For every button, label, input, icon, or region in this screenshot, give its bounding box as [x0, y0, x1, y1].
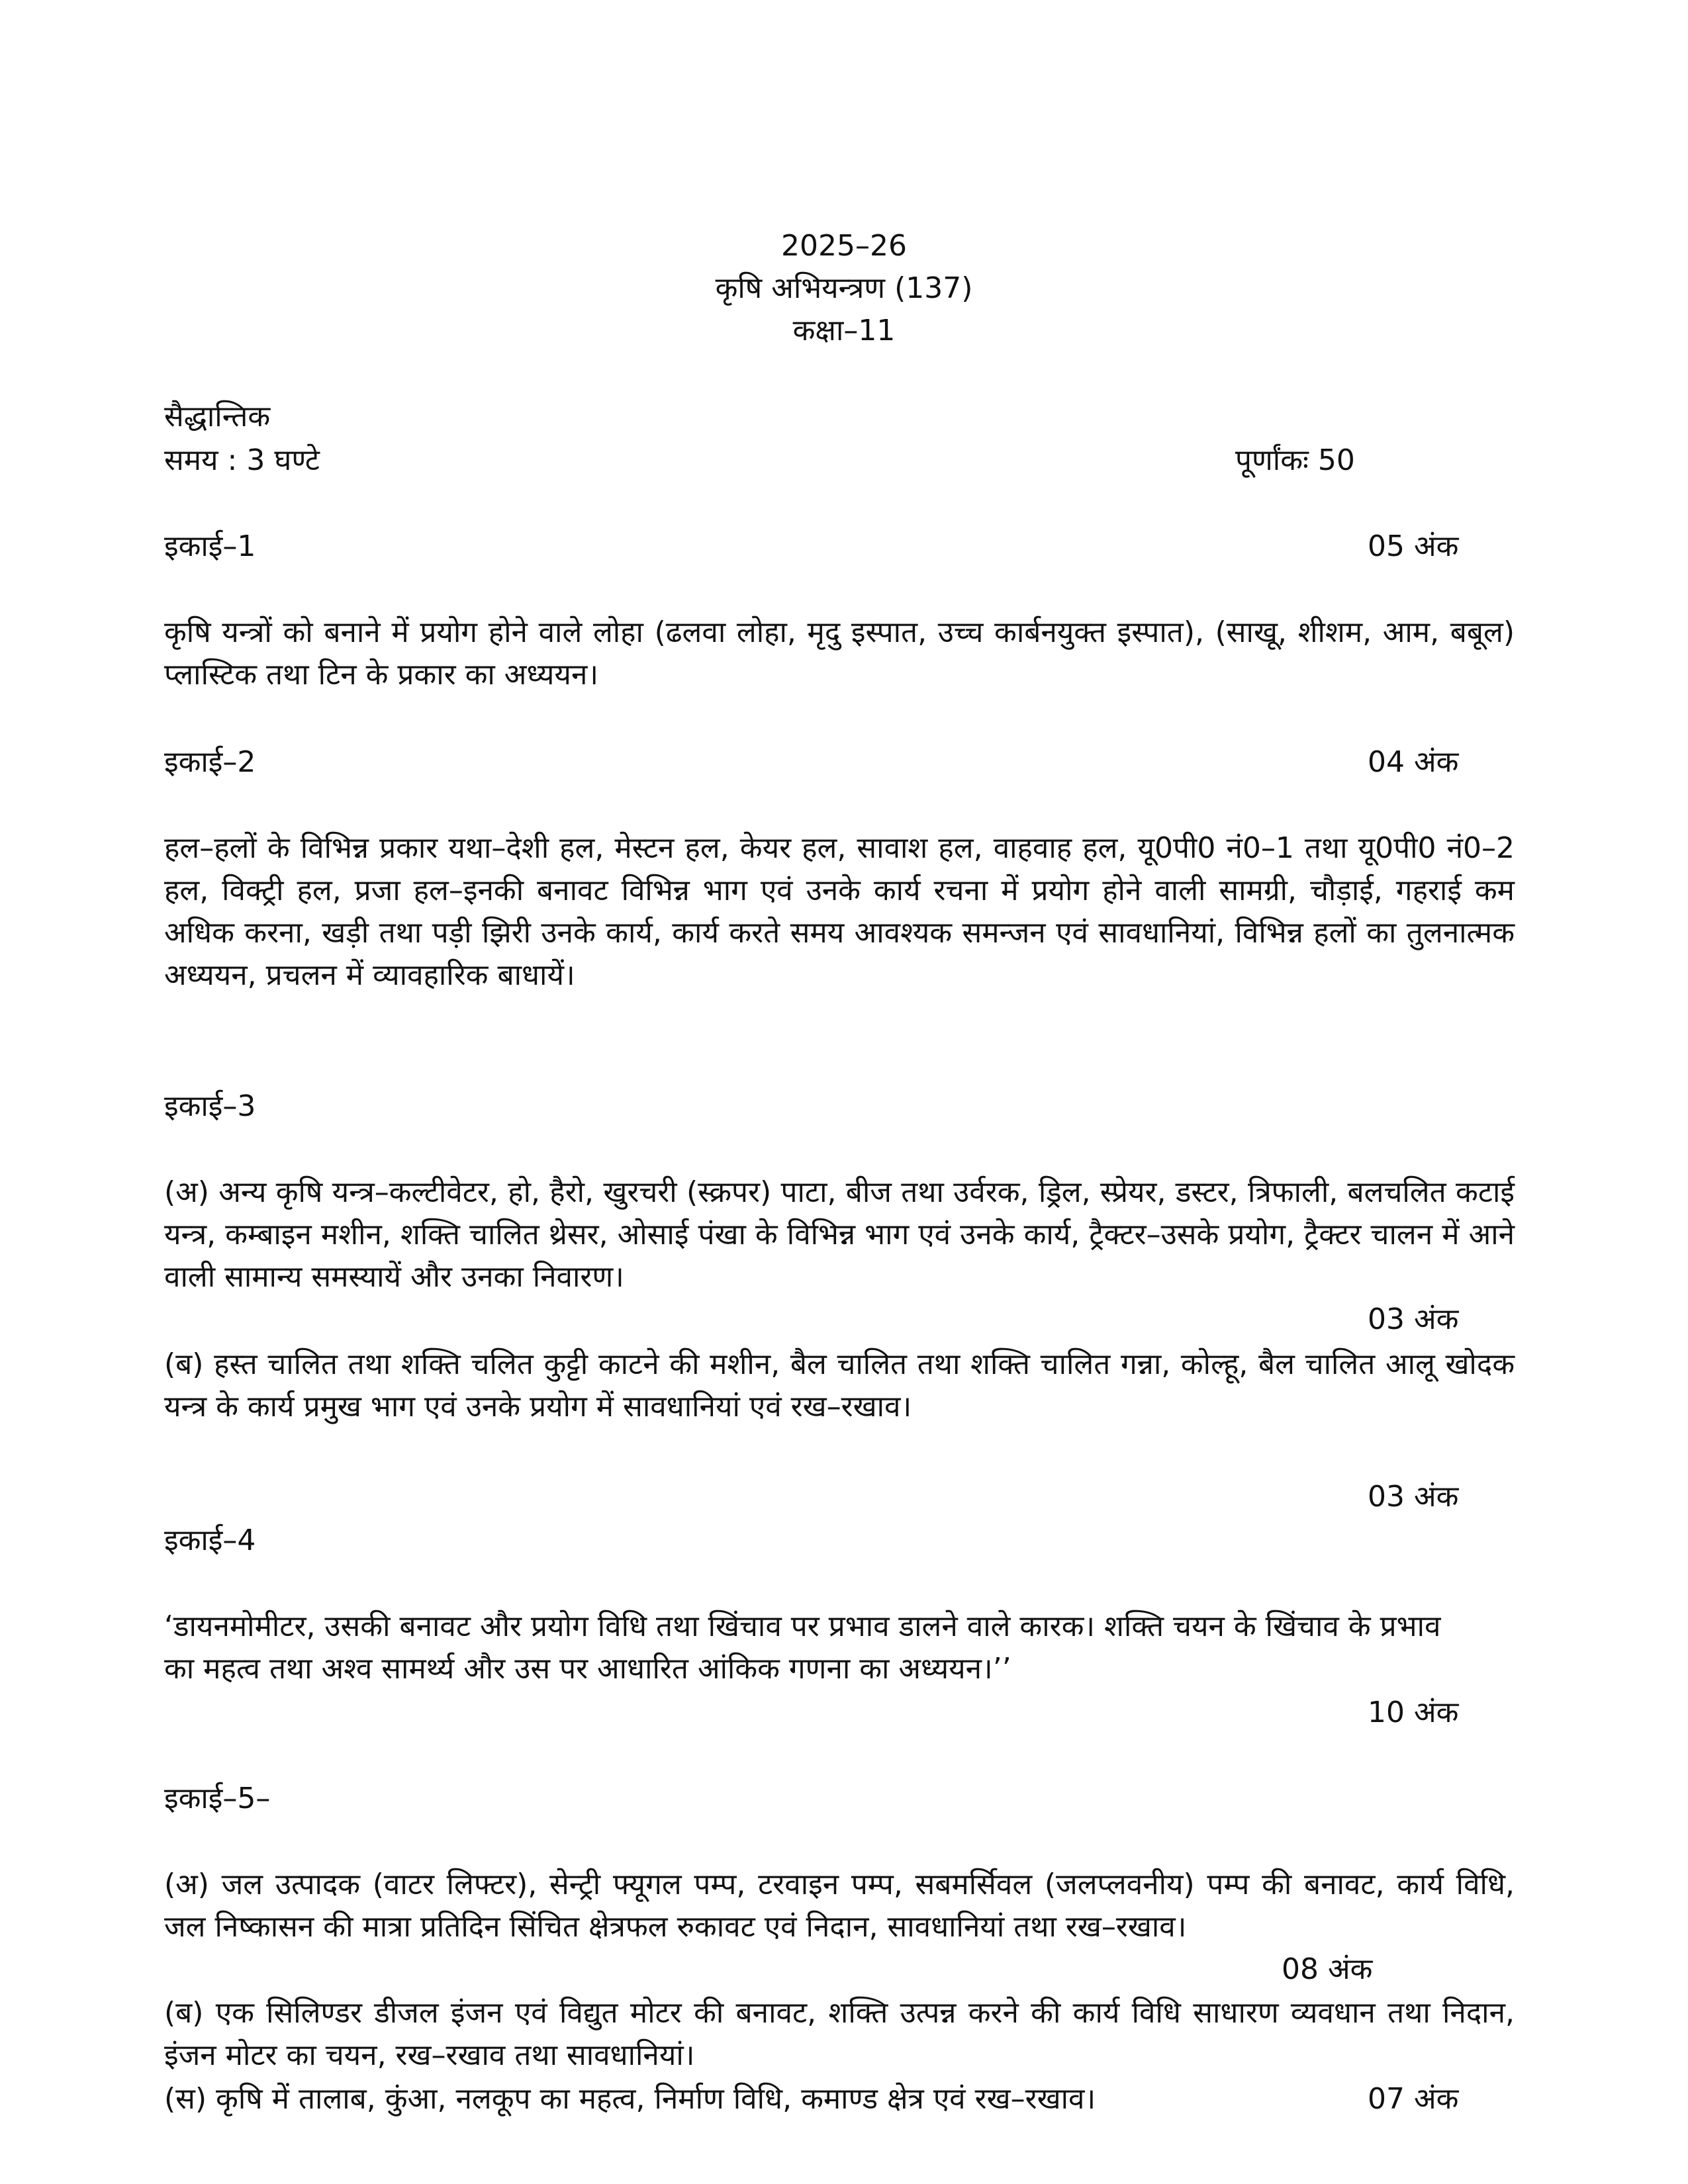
- unit-2-marks: 04 अंक: [1368, 745, 1459, 779]
- unit-5-title: इकाई–5–: [164, 1782, 271, 1815]
- subject-title: कृषि अभियन्त्रण (137): [715, 271, 973, 305]
- unit-3-a-marks: 03 अंक: [1368, 1302, 1459, 1336]
- unit-5-b-text: (ब) एक सिलिण्डर डीजल इंजन एवं विद्युत मोटर की बनावट, शक्ति उत्पन्न करने की कार्य विधि साधारण व्यवधान तथा निदान, इंजन मोटर का चयन, रख–रखाव तथा सावधानियां।: [164, 1996, 1515, 2072]
- unit-5-c-marks: 07 अंक: [1368, 2082, 1459, 2116]
- unit-1-text: कृषि यन्त्रों को बनाने में प्रयोग होने वाले लोहा (ढलवा लोहा, मृदु इस्पात, उच्च कार्बनयुक्त इस्पात), (साखू, शीशम, आम, बबूल) प्लास्टिक तथा टिन के प्रकार का अध्ययन।: [164, 615, 1515, 692]
- unit-5-a-marks: 08 अंक: [1282, 1952, 1373, 1986]
- class-label: कक्षा–11: [792, 314, 896, 347]
- unit-1-title: इकाई–1: [164, 529, 256, 563]
- unit-2-text: हल–हलों के विभिन्न प्रकार यथा–देशी हल, मेस्टन हल, केयर हल, सावाश हल, वाहवाह हल, यू0पी0 नं0–1 तथा यू0पी0 नं0–2 हल, विक्ट्री हल, प्रजा हल–इनकी बनावट विभिन्न भाग एवं उनके कार्य रचना में प्रयोग होने वाली सामग्री, चौड़ाई, गहराई कम अधिक करना, खड़ी तथा पड़ी झिरी उनके कार्य, कार्य करते समय आवश्यक समन्जन एवं सावधानियां, विभिन्न हलों का तुलनात्मक अध्ययन, प्रचलन में व्यावहारिक बाधायें।: [164, 831, 1515, 992]
- paper-type: सैद्धान्तिक: [164, 400, 271, 433]
- unit-3-title: इकाई–3: [164, 1089, 256, 1123]
- unit-4-title: इकाई–4: [164, 1524, 256, 1557]
- unit-4-marks: 10 अंक: [1368, 1696, 1459, 1729]
- unit-5-a-text: (अ) जल उत्पादक (वाटर लिफ्टर), सेन्ट्री फ्यूगल पम्प, टरवाइन पम्प, सबमर्सिवल (जलप्लवनीय) पम्प की बनावट, कार्य विधि, जल निष्कासन की मात्रा प्रतिदिन सिंचित क्षेत्रफल रुकावट एवं निदान, सावधानियां तथा रख–रखाव।: [164, 1868, 1515, 1944]
- unit-3-a-text: (अ) अन्य कृषि यन्त्र–कल्टीवेटर, हो, हैरो, खुरचरी (स्क्रपर) पाटा, बीज तथा उर्वरक, ड्रिल, स्प्रेयर, डस्टर, त्रिफाली, बलचलित कटाई यन्त्र, कम्बाइन मशीन, शक्ति चालित थ्रेसर, ओसाई पंखा के विभिन्न भाग एवं उनके कार्य, ट्रैक्टर–उसके प्रयोग, ट्रैक्टर चालन में आने वाली सामान्य समस्यायें और उनका निवारण।: [164, 1175, 1515, 1294]
- unit-3-b-marks: 03 अंक: [1368, 1480, 1459, 1514]
- unit-5-c-text: (स) कृषि में तालाब, कुंआ, नलकूप का महत्व, निर्माण विधि, कमाण्ड क्षेत्र एवं रख–रखाव।: [164, 2082, 1096, 2116]
- year: 2025–26: [781, 229, 907, 263]
- unit-1-marks: 05 अंक: [1368, 529, 1459, 563]
- full-marks: पूर्णांकः 50: [1235, 443, 1355, 477]
- unit-3-b-text: (ब) हस्त चालित तथा शक्ति चलित कुट्टी काटने की मशीन, बैल चालित तथा शक्ति चालित गन्ना, कोल्हू, बैल चालित आलू खोदक यन्त्र के कार्य प्रमुख भाग एवं उनके प्रयोग में सावधानियां एवं रख–रखाव।: [164, 1347, 1515, 1424]
- time-label: समय : 3 घण्टे: [164, 443, 320, 477]
- unit-2-title: इकाई–2: [164, 745, 256, 779]
- unit-4-text: ‘डायनमोमीटर, उसकी बनावट और प्रयोग विधि तथा खिंचाव पर प्रभाव डालने वाले कारक। शक्ति चयन के खिंचाव के प्रभाव का महत्व तथा अश्व सामर्थ्य और उस पर आधारित आंकिक गणना का अध्ययन।’’: [164, 1610, 1441, 1686]
